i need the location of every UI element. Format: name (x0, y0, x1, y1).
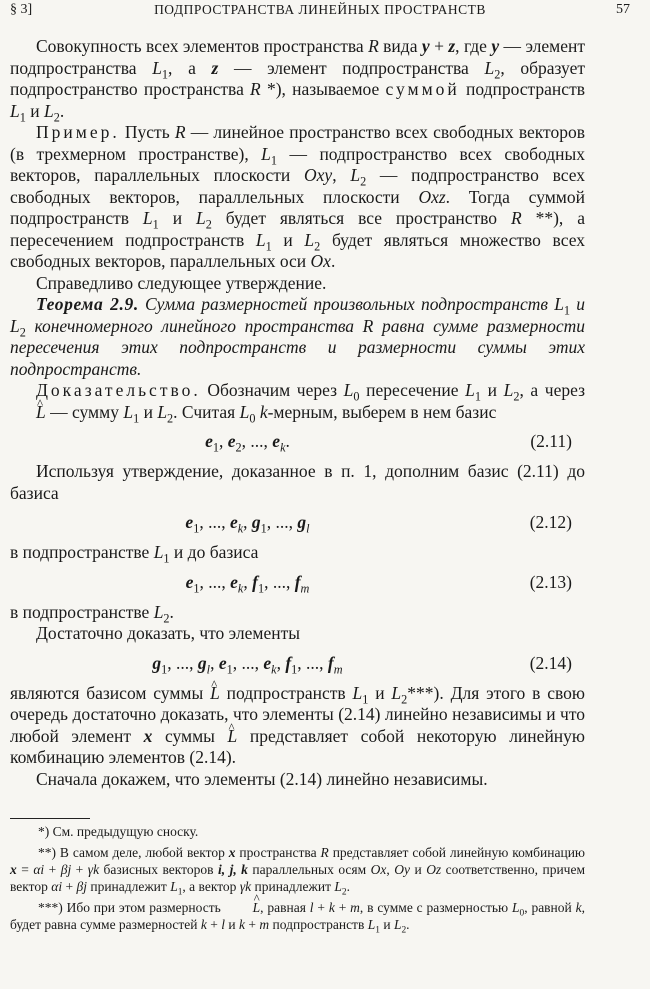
running-header (10, 2, 630, 24)
equation-number: (2.14) (529, 652, 572, 673)
equation-2-13: $e_1$, ..., $e_k$, $f_1$, ..., $f_m$ (2.13) (185, 571, 572, 595)
paragraph-example: Пример. Пусть R — линейное пространство всех свободных векторов (в трехмерном пространстве), $L_1$ — подпространство всех свободных векторов, параллельных плоскости Oxy, $L_2$ — подпространство всех свободных векторов, параллельных плоскости Oxz. Тогда суммой подпространств $L_1$ и $L_2$ будет являться все пространство R **), а пересечением подпространств $L_1$ и $L_2$ будет являться множество всех свободных векторов, параллельных оси Ox. (10, 122, 586, 271)
equation-number: (2.13) (529, 571, 572, 592)
paragraph-first-prove: Сначала докажем, что элементы (2.14) линейно независимы. (36, 768, 488, 789)
footnote-3: ***) Ибо при этом размерность ^ L, равная l + k + m, в сумме с размерностью $L_0$, равной k, будет равна сумме размерностей k + l и k + m подпространств $L_1$ и $L_2$. (10, 899, 585, 933)
paragraph-sufficient: Достаточно доказать, что элементы (36, 623, 300, 643)
theorem-2-9: Теорема 2.9. Сумма размерностей произвольных подпространств $L_1$ и $L_2$ конечномерного линейного пространства R равна сумме размерности пересечения этих подпространств и размерности суммы этих подпространств. (10, 294, 585, 379)
footnote-2: **) В самом деле, любой вектор x пространства R представляет собой линейную комбинацию x = αi + βj + γk базисных векторов i, j, k параллельных осям Ox, Oy и Oz соответственно, причем вектор αi + βj принадлежит $L_1$, а вектор γk принадлежит $L_2$. (10, 845, 585, 898)
running-title: ПОДПРОСТРАНСТВА ЛИНЕЙНЫХ ПРОСТРАНСТВ (154, 2, 486, 17)
page-number: 57 (616, 2, 630, 17)
equation-number: (2.12) (529, 512, 572, 532)
equation-2-11: $e_1$, $e_2$, ..., $e_k$. (2.11) (205, 431, 572, 455)
paragraph-statement-intro: Справедливо следующее утверждение. (36, 272, 327, 293)
equation-2-14: $g_1$, ..., $g_l$, $e_1$, ..., $e_k$, $f_1$, ..., $f_m$ (2.14) (152, 652, 572, 676)
equation-2-12: $e_1$, ..., $e_k$, $g_1$, ..., $g_l$ (2.12) (185, 512, 572, 536)
paragraph-basis-of-sum: являются базисом суммы ^ L подпространств $L_1$ и $L_2***$). Для этого в свою очередь достаточно доказать, что элементы (2.14) линейно независимы и что любой элемент x суммы ^ L представляет собой некоторую линейную комбинацию элементов (2.14). (10, 683, 585, 769)
section-marker: § 3] (10, 2, 33, 17)
paragraph-extend-basis: Используя утверждение, доказанное в п. 1, дополним базис (2.11) до базиса (10, 461, 585, 503)
page-body (10, 36, 586, 936)
theorem-label: Теорема 2.9. (36, 294, 139, 314)
paragraph-in-l1: в подпространстве $L_1$ и до базиса (10, 542, 259, 566)
paragraph-sum-definition: Совокупность всех элементов пространства R вида y + z, где y — элемент подпространства $L_1$, а z — элемент подпространства $L_2$, образует подпространство пространства R *), называемое суммой подпространств $L_1$ и $L_2$. (10, 36, 585, 124)
equation-number: (2.11) (530, 431, 572, 451)
footnote-divider (10, 818, 90, 819)
paragraph-proof-start: Доказательство. Обозначим через $L_0$ пересечение $L_1$ и $L_2$, а через ^ L — сумму $L_1$ и $L_2$. Считая $L_0$ k-мерным, выберем в нем базис (10, 380, 585, 423)
footnote-1: *) См. предыдущую сноску. (38, 824, 199, 839)
paragraph-in-l2: в подпространстве $L_2$. (10, 601, 174, 625)
